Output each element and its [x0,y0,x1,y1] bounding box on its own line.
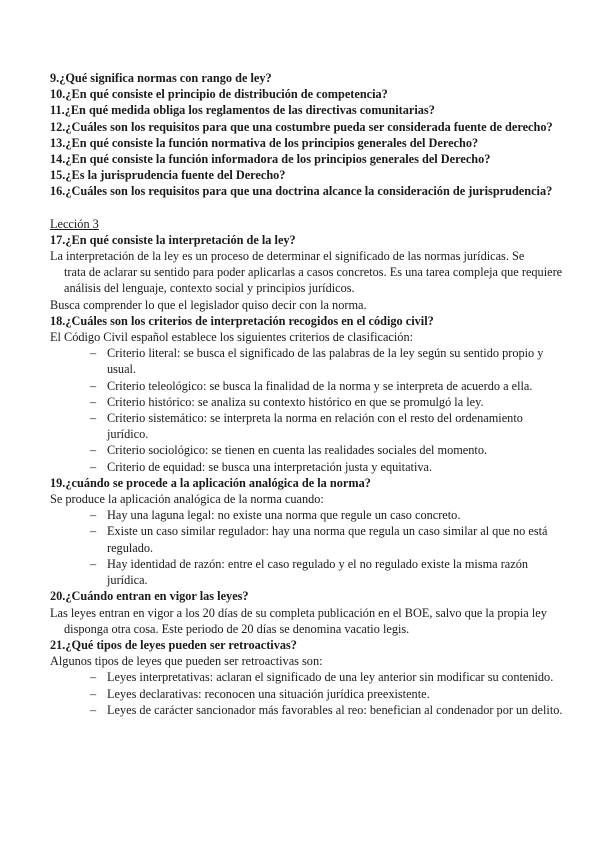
list-item: – Leyes declarativas: reconocen una situación jurídica preexistente. [90,686,565,702]
question-14: 14.¿En qué consiste la función informadora de los principios generales del Derecho? [50,152,491,167]
answer-19-intro: Se produce la aplicación analógica de la norma cuando: [50,492,324,507]
lesson-title: Lección 3 [50,216,99,231]
question-18-title: 18.¿Cuáles son los criterios de interpretación recogidos en el código civil? [50,313,434,328]
list-item: – Leyes interpretativas: aclaran el significado de una ley anterior sin modificar su contenido. [90,669,565,685]
question-20-title: 20.¿Cuándo entran en vigor las leyes? [50,589,249,604]
question-9: 9.¿Qué significa normas con rango de ley? [50,71,272,85]
answer-20-line-1: Las leyes entran en vigor a los 20 días de su completa publicación en el BOE, salvo que la propia ley [50,605,547,620]
list-item: – Hay una laguna legal: no existe una norma que regule un caso concreto. [90,507,565,523]
answer-17-para-2: Busca comprender lo que el legislador quiso decir con la norma. [50,297,367,312]
list-item: – Criterio literal: se busca el significado de las palabras de la ley según su sentido propio y usual. [90,345,565,377]
question-11: 11.¿En qué medida obliga los reglamentos de las directivas comunitarias? [50,103,435,118]
list-item: – Leyes de carácter sancionador más favorables al reo: benefician al condenador por un delito. [90,702,565,718]
question-21-title: 21.¿Qué tipos de leyes pueden ser retroactivas? [50,637,297,652]
criteria-list [50,345,565,475]
list-item: – Hay identidad de razón: entre el caso regulado y el no regulado existe la misma razón jurídica. [90,556,565,588]
question-17-title: 17.¿En qué consiste la interpretación de la ley? [50,232,296,247]
question-16: 16.¿Cuáles son los requisitos para que una doctrina alcance la consideración de jurisprudencia? [50,184,553,199]
answer-21-intro: Algunos tipos de leyes que pueden ser retroactivas son: [50,654,323,669]
question-10: 10.¿En qué consiste el principio de distribución de competencia? [50,87,388,102]
answer-17-continuation: trata de aclarar su sentido para poder aplicarlas a casos concretos. Es una tarea compleja que requiere análisis del lenguaje, contexto social y principios jurídicos. [64,265,563,296]
list-item: – Criterio de equidad: se busca una interpretación justa y equitativa. [90,459,565,475]
list-item: – Criterio sociológico: se tienen en cuenta las realidades sociales del momento. [90,442,565,458]
list-item: – Criterio teleológico: se busca la finalidad de la norma y se interpreta de acuerdo a ella. [90,378,565,394]
list-item: – Criterio histórico: se analiza su contexto histórico en que se promulgó la ley. [90,394,565,410]
question-13: 13.¿En qué consiste la función normativa de los principios generales del Derecho? [50,135,479,150]
analogy-conditions-list [50,507,565,588]
questions-top-list [50,70,565,200]
question-19-title: 19.¿cuándo se procede a la aplicación analógica de la norma? [50,475,371,490]
answer-20-continuation: disponga otra cosa. Este periodo de 20 días se denomina vacatio legis. [64,621,410,636]
answer-18-intro: El Código Civil español establece los siguientes criterios de clasificación: [50,330,414,345]
list-item: – Criterio sistemático: se interpreta la norma en relación con el resto del ordenamiento jurídico. [90,410,565,442]
question-15: 15.¿Es la jurisprudencia fuente del Derecho? [50,168,286,183]
retroactive-laws-list [50,669,565,718]
question-12: 12.¿Cuáles son los requisitos para que una costumbre pueda ser considerada fuente de derecho? [50,119,553,134]
document-page [50,70,565,718]
list-item: – Existe un caso similar regulador: hay una norma que regula un caso similar al que no está regulado. [90,523,565,555]
answer-17-line-1: La interpretación de la ley es un proceso de determinar el significado de las normas jurídicas. Se [50,249,525,264]
